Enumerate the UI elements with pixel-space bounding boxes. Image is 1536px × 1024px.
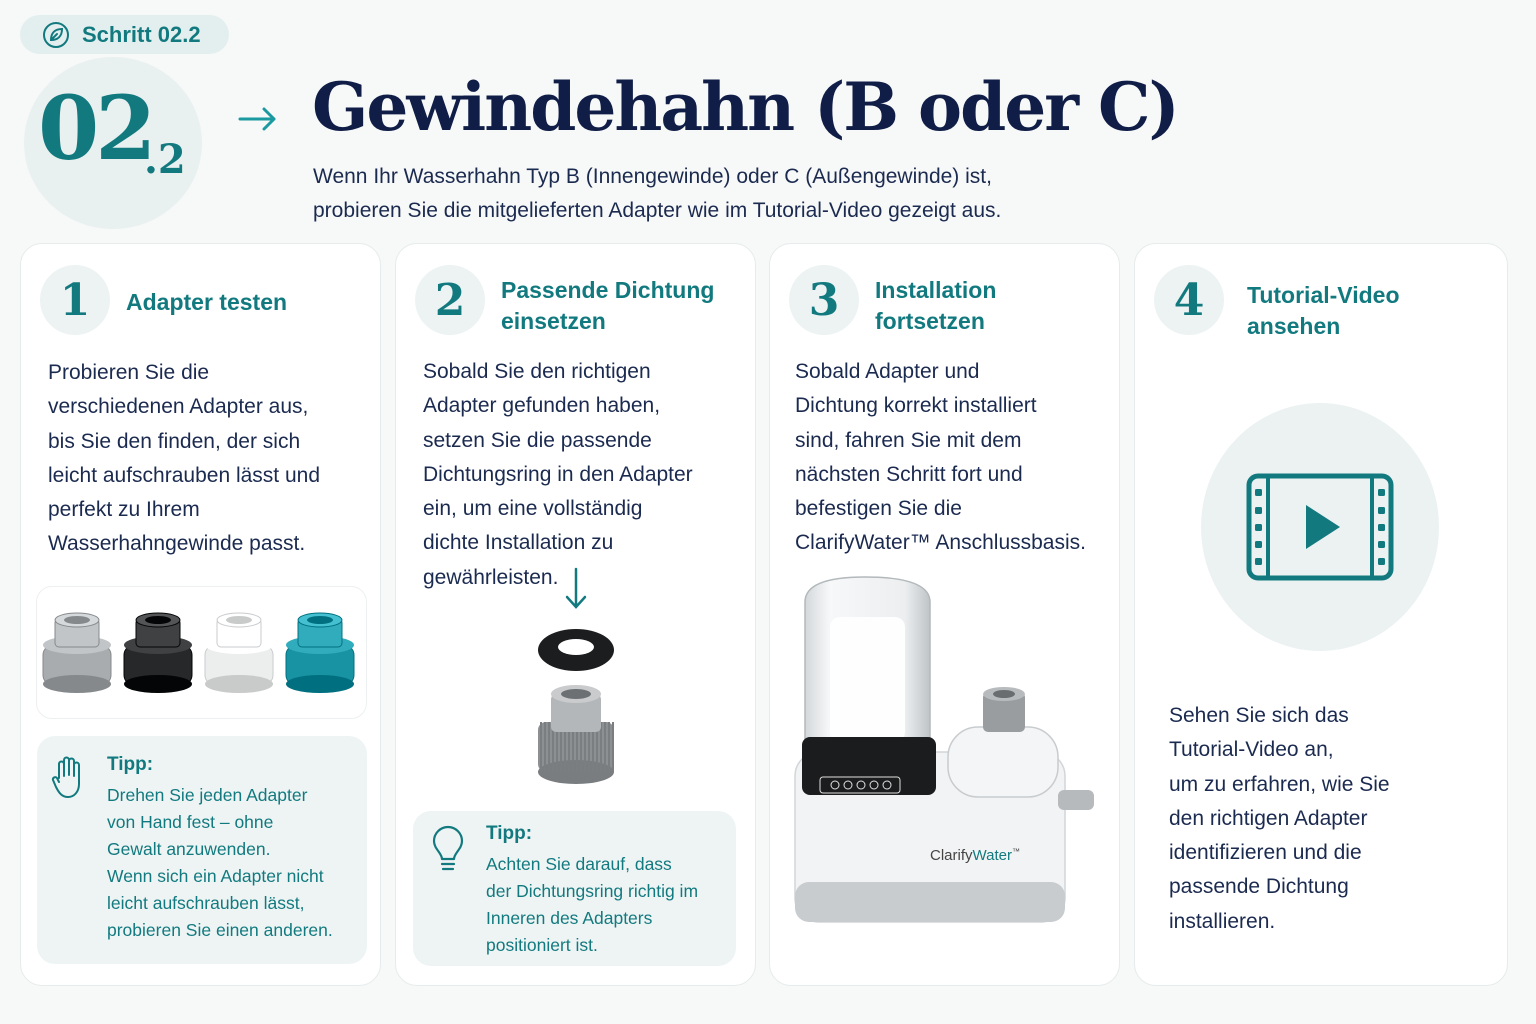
card-title-line: Adapter testen [126,289,288,315]
card-title-line: ansehen [1247,313,1341,339]
card-body [423,355,693,595]
body-line: identifizieren und die [1169,841,1362,865]
tip-body [107,782,333,944]
hand-icon [51,754,87,800]
body-line: Adapter gefunden haben, [423,394,661,418]
card-number: 2 [415,265,485,335]
body-line: perfekt zu Ihrem [48,498,200,522]
body-line: installieren. [1169,909,1276,933]
adapter-piece [286,613,354,693]
body-line: passende Dichtung [1169,875,1349,899]
adapter-piece [43,613,111,693]
body-line: sind, fahren Sie mit dem [795,428,1022,452]
adapter-piece [205,613,273,693]
lightbulb-icon [430,825,466,875]
gasket-adapter-image [516,567,636,792]
card-title-line: einsetzen [501,308,606,334]
card-adapter-test [20,243,381,986]
card-number: 1 [40,265,110,335]
body-line: Wasserhahngewinde passt. [48,532,306,556]
body-line: nächsten Schritt fort und [795,462,1023,486]
adapter-set-image [36,586,367,719]
tip-line: Achten Sie darauf, dass [486,854,672,874]
tip-line: positioniert ist. [486,935,598,955]
tip-line: probieren Sie einen anderen. [107,920,333,940]
body-line: leicht aufschrauben lässt und [48,463,321,487]
tip-line: der Dichtungsring richtig im [486,881,699,901]
card-body [48,356,320,562]
body-line: Sobald Sie den richtigen [423,360,651,383]
tip-title: Tipp: [107,754,154,775]
tip-title: Tipp: [486,823,533,844]
card-number: 3 [789,265,859,335]
step-number-main: 02 [38,76,153,180]
card-title-line: Passende Dichtung [501,277,715,303]
leaf-icon [42,21,70,49]
step-pill [20,15,229,54]
card-title-line: Installation [875,277,997,303]
tip-line: Drehen Sie jeden Adapter [107,785,308,805]
tip-box [413,811,736,966]
card-body [795,355,1086,561]
page-title: Gewindehahn (B oder C) [312,68,1178,146]
tip-body [486,851,698,959]
card-title [875,275,996,337]
body-line: Probieren Sie die [48,361,210,384]
card-title-line: Tutorial-Video [1247,282,1400,308]
intro-line: Wenn Ihr Wasserhahn Typ B (Innengewinde) oder C (Außengewinde) ist, [313,165,992,188]
intro-text [313,160,1113,228]
body-line: gewährleisten. [423,565,559,589]
intro-line: probieren Sie die mitgelieferten Adapter wie im Tutorial-Video gezeigt aus. [313,199,1002,222]
body-line: befestigen Sie die [795,497,962,521]
tip-line: leicht aufschrauben lässt, [107,893,305,913]
video-play-button[interactable] [1201,403,1439,651]
adapter-piece [124,613,192,693]
step-pill-label: Schritt 02.2 [82,21,201,47]
body-line: ein, um eine vollständig [423,497,643,521]
tip-box [37,736,367,964]
tip-line: Inneren des Adapters [486,908,653,928]
tip-line: Wenn sich ein Adapter nicht [107,866,324,886]
video-play-icon [1246,473,1394,581]
card-body [1169,699,1390,939]
water-filter-image [790,572,1100,937]
arrow-right-icon [238,104,278,134]
card-tutorial-video [1134,243,1508,986]
body-line: bis Sie den finden, der sich [48,429,301,453]
card-gasket [395,243,756,986]
body-line: Sehen Sie sich das [1169,704,1349,727]
brand-logo: ClarifyWater™ [930,847,1020,864]
tip-line: Gewalt anzuwenden. [107,839,271,859]
body-line: Dichtung korrekt installiert [795,394,1037,418]
arrow-down-icon [567,569,585,607]
card-installation [769,243,1120,986]
body-line: setzen Sie die passende [423,428,652,452]
body-line: ClarifyWater™ Anschlussbasis. [795,531,1086,555]
body-line: Sobald Adapter und [795,360,980,383]
tip-line: von Hand fest – ohne [107,812,274,832]
body-line: verschiedenen Adapter aus, [48,395,309,419]
card-title-line: fortsetzen [875,308,985,334]
card-title [1247,280,1400,342]
body-line: Dichtungsring in den Adapter [423,462,693,486]
adapter-set-svg [37,587,368,720]
body-line: Tutorial-Video an, [1169,738,1334,762]
step-number-sub: .2 [144,136,186,183]
body-line: den richtigen Adapter [1169,806,1368,830]
card-title [501,275,714,337]
body-line: dichte Installation zu [423,531,614,555]
card-number: 4 [1154,265,1224,335]
body-line: um zu erfahren, wie Sie [1169,772,1390,796]
card-title [126,287,287,318]
